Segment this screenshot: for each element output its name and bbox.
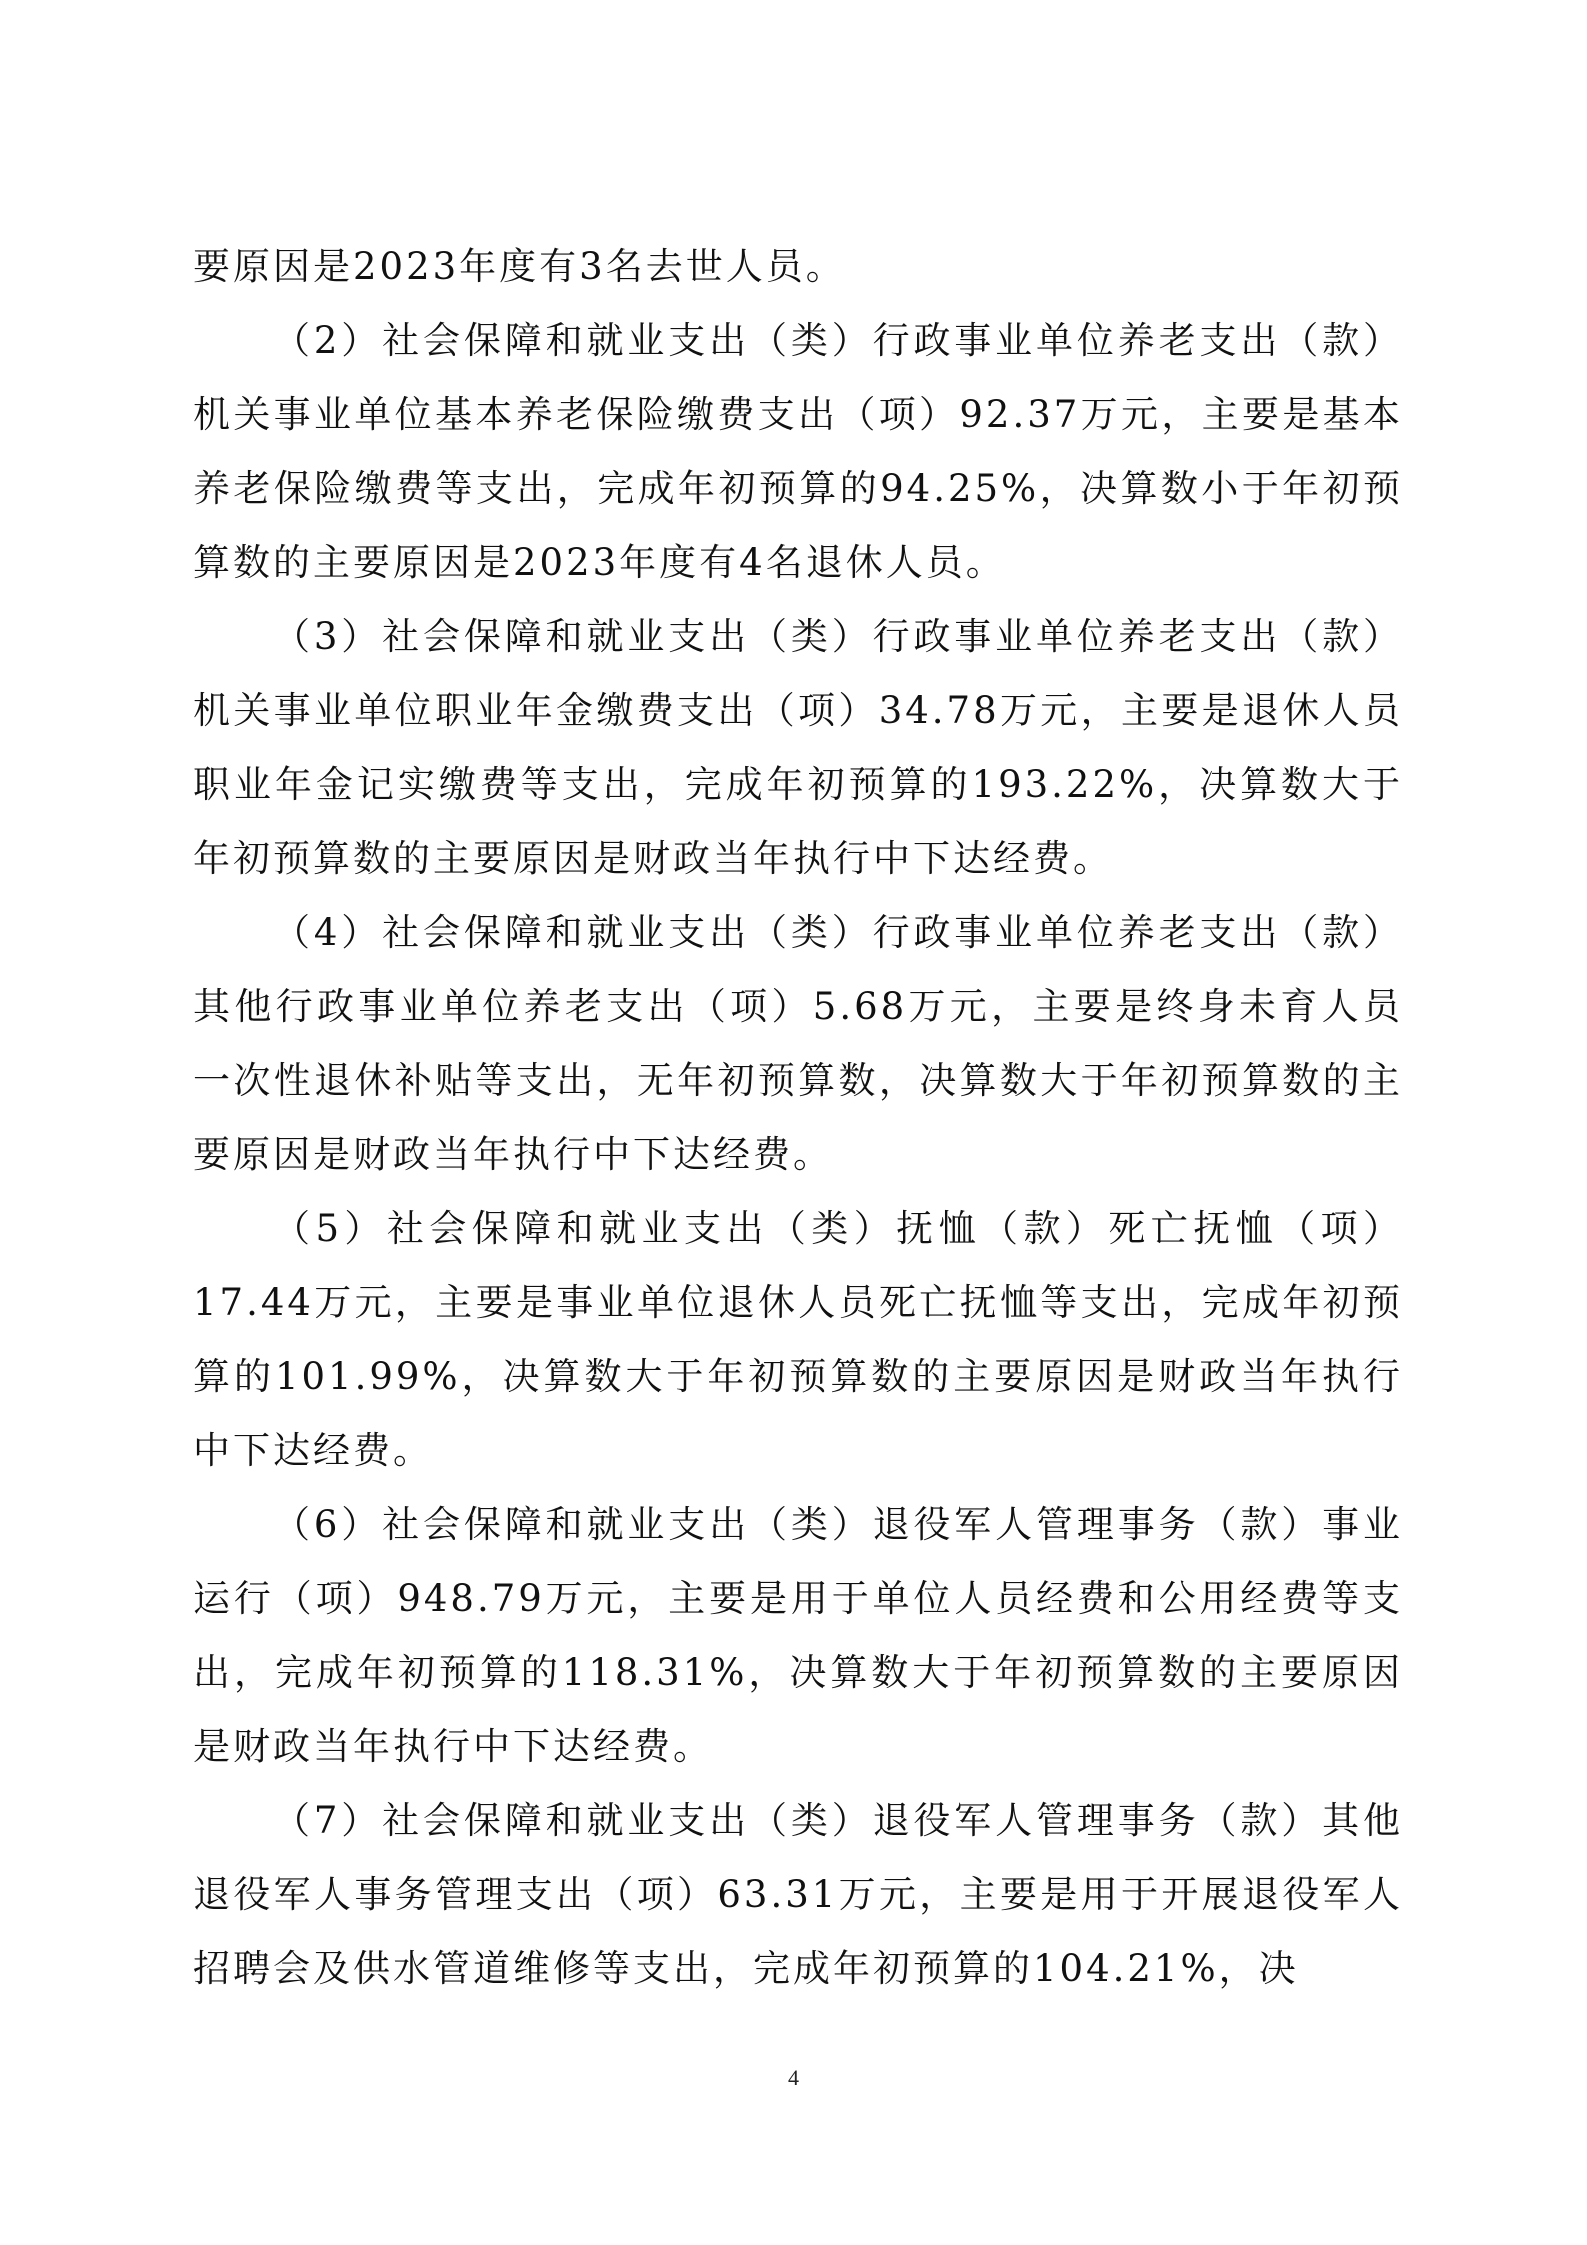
paragraph-item-7: （7）社会保障和就业支出（类）退役军人管理事务（款）其他退役军人事务管理支出（项）63.31万元，主要是用于开展退役军人招聘会及供水管道维修等支出，完成年初预算的104.21%，决 [193,1799,1403,1990]
paragraph-item-3: （3）社会保障和就业支出（类）行政事业单位养老支出（款）机关事业单位职业年金缴费支出（项）34.78万元，主要是退休人员职业年金记实缴费等支出，完成年初预算的193.22%，决算数大于年初预算数的主要原因是财政当年执行中下达经费。 [193,615,1403,880]
paragraph-item-2: （2）社会保障和就业支出（类）行政事业单位养老支出（款）机关事业单位基本养老保险缴费支出（项）92.37万元，主要是基本养老保险缴费等支出，完成年初预算的94.25%，决算数小于年初预算数的主要原因是2023年度有4名退休人员。 [193,319,1403,584]
paragraph-item-5: （5）社会保障和就业支出（类）抚恤（款）死亡抚恤（项）17.44万元，主要是事业单位退休人员死亡抚恤等支出，完成年初预算的101.99%，决算数大于年初预算数的主要原因是财政当年执行中下达经费。 [193,1207,1403,1472]
paragraph-continuation: 要原因是2023年度有3名去世人员。 [193,245,846,288]
page-number: 4 [788,2065,799,2090]
paragraph-item-4: （4）社会保障和就业支出（类）行政事业单位养老支出（款）其他行政事业单位养老支出（项）5.68万元，主要是终身未育人员一次性退休补贴等支出，无年初预算数，决算数大于年初预算数的主要原因是财政当年执行中下达经费。 [193,911,1403,1176]
body-text [193,230,1403,2006]
paragraph-item-6: （6）社会保障和就业支出（类）退役军人管理事务（款）事业运行（项）948.79万元，主要是用于单位人员经费和公用经费等支出，完成年初预算的118.31%，决算数大于年初预算数的主要原因是财政当年执行中下达经费。 [193,1503,1403,1768]
